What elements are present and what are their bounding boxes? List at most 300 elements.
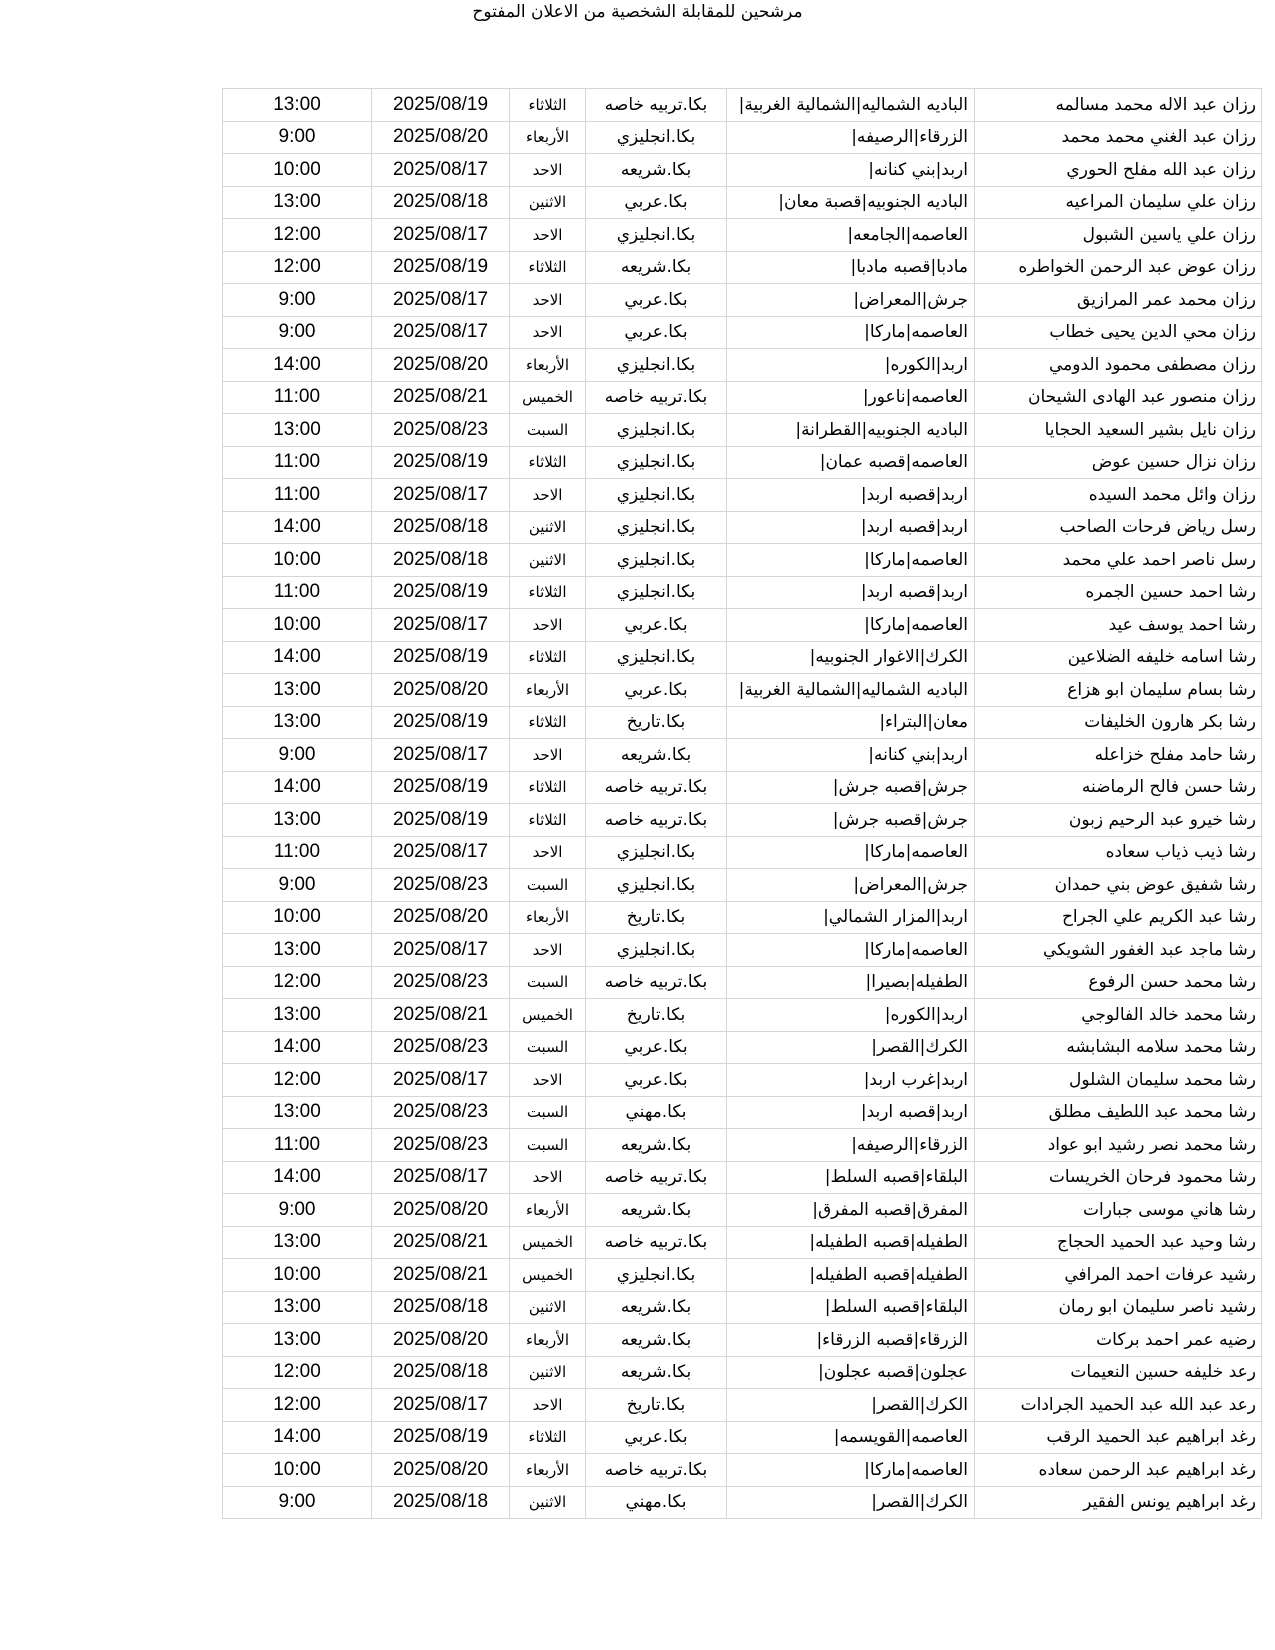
interview-date: 2025/08/21 [372,999,510,1032]
candidate-specialization: بكا.تربيه خاصه [586,89,727,122]
table-row [223,1194,1262,1227]
interview-day: الاثنين [510,544,586,577]
candidate-specialization: بكا.شريعه [586,1324,727,1357]
candidate-name: رزان علي ياسين الشبول [975,219,1262,252]
candidate-region: الطفيله|قصبه الطفيله| [727,1226,975,1259]
candidate-region: الباديه الجنوبيه|القطرانة| [727,414,975,447]
interview-time: 10:00 [223,154,372,187]
candidate-specialization: بكا.عربي [586,316,727,349]
candidate-region: الطفيله|بصيرا| [727,966,975,999]
interview-date: 2025/08/18 [372,1486,510,1519]
interview-date: 2025/08/19 [372,89,510,122]
interview-time: 11:00 [223,381,372,414]
interview-date: 2025/08/19 [372,576,510,609]
table-row [223,1356,1262,1389]
interview-time: 14:00 [223,511,372,544]
candidate-region: البلقاء|قصبه السلط| [727,1161,975,1194]
candidate-specialization: بكا.انجليزي [586,446,727,479]
candidate-name: رشا خيرو عبد الرحيم زبون [975,804,1262,837]
candidate-region: الكرك|القصر| [727,1389,975,1422]
table-row [223,349,1262,382]
table-row [223,1096,1262,1129]
candidate-name: رشا بسام سليمان ابو هزاع [975,674,1262,707]
candidate-region: العاصمه|ماركا| [727,544,975,577]
interview-day: الأربعاء [510,1454,586,1487]
candidate-name: رشا محمد سليمان الشلول [975,1064,1262,1097]
table-row [223,1389,1262,1422]
table-row [223,446,1262,479]
candidate-name: رعد عبد الله عبد الحميد الجرادات [975,1389,1262,1422]
candidate-name: رزان مصطفى محمود الدومي [975,349,1262,382]
table-row [223,316,1262,349]
interview-time: 12:00 [223,966,372,999]
interview-date: 2025/08/19 [372,446,510,479]
candidate-specialization: بكا.انجليزي [586,1259,727,1292]
candidate-region: اربد|قصبه اربد| [727,511,975,544]
candidate-region: العاصمه|القويسمه| [727,1421,975,1454]
candidate-specialization: بكا.انجليزي [586,544,727,577]
interview-time: 13:00 [223,804,372,837]
candidate-region: العاصمه|ماركا| [727,934,975,967]
table-row [223,251,1262,284]
candidate-region: الباديه الجنوبيه|قصبة معان| [727,186,975,219]
candidate-name: رسل ناصر احمد علي محمد [975,544,1262,577]
candidate-region: اربد|بني كنانه| [727,739,975,772]
interview-time: 10:00 [223,544,372,577]
candidate-specialization: بكا.عربي [586,1421,727,1454]
interview-date: 2025/08/23 [372,966,510,999]
interview-date: 2025/08/20 [372,1324,510,1357]
interview-date: 2025/08/23 [372,1096,510,1129]
interview-time: 11:00 [223,446,372,479]
table-row [223,836,1262,869]
candidate-specialization: بكا.انجليزي [586,869,727,902]
candidate-name: رشا وحيد عبد الحميد الحجاج [975,1226,1262,1259]
table-row [223,869,1262,902]
interview-day: الاثنين [510,1291,586,1324]
candidate-specialization: بكا.عربي [586,1031,727,1064]
candidate-region: اربد|قصبه اربد| [727,576,975,609]
candidate-name: رزان محي الدين يحيى خطاب [975,316,1262,349]
interview-time: 9:00 [223,316,372,349]
candidate-name: رشا بكر هارون الخليفات [975,706,1262,739]
candidate-specialization: بكا.شريعه [586,1129,727,1162]
candidate-specialization: بكا.تربيه خاصه [586,771,727,804]
interview-day: الخميس [510,381,586,414]
interview-date: 2025/08/17 [372,284,510,317]
interview-time: 10:00 [223,901,372,934]
interview-time: 11:00 [223,479,372,512]
interview-time: 9:00 [223,739,372,772]
interview-day: الأربعاء [510,121,586,154]
interview-day: السبت [510,1096,586,1129]
table-row [223,1129,1262,1162]
interview-date: 2025/08/17 [372,1064,510,1097]
interview-time: 9:00 [223,1194,372,1227]
candidate-name: رعد خليفه حسين النعيمات [975,1356,1262,1389]
interview-day: الأربعاء [510,349,586,382]
table-row [223,674,1262,707]
candidate-name: رشا اسامه خليفه الضلاعين [975,641,1262,674]
interview-time: 9:00 [223,869,372,902]
interview-day: الاحد [510,1389,586,1422]
candidate-specialization: بكا.عربي [586,186,727,219]
candidate-region: جرش|المعراض| [727,869,975,902]
interview-day: السبت [510,1031,586,1064]
candidate-region: البلقاء|قصبه السلط| [727,1291,975,1324]
interview-time: 13:00 [223,1291,372,1324]
candidate-region: العاصمه|ناعور| [727,381,975,414]
table-row [223,576,1262,609]
candidate-name: رشا احمد حسين الجمره [975,576,1262,609]
candidate-region: الباديه الشماليه|الشمالية الغربية| [727,674,975,707]
candidate-region: جرش|المعراض| [727,284,975,317]
candidate-region: اربد|المزار الشمالي| [727,901,975,934]
candidate-name: رزان علي سليمان المراعيه [975,186,1262,219]
interview-date: 2025/08/19 [372,1421,510,1454]
interview-day: الاثنين [510,186,586,219]
interview-day: الثلاثاء [510,576,586,609]
candidate-name: رزان عوض عبد الرحمن الخواطره [975,251,1262,284]
candidate-name: رشا محمد سلامه البشابشه [975,1031,1262,1064]
interview-date: 2025/08/17 [372,836,510,869]
candidate-specialization: بكا.شريعه [586,251,727,284]
candidate-region: عجلون|قصبه عجلون| [727,1356,975,1389]
table-row [223,121,1262,154]
interview-day: الثلاثاء [510,771,586,804]
interview-date: 2025/08/17 [372,154,510,187]
candidate-region: العاصمه|الجامعه| [727,219,975,252]
candidate-region: جرش|قصبه جرش| [727,804,975,837]
interview-date: 2025/08/18 [372,544,510,577]
interview-date: 2025/08/17 [372,479,510,512]
interview-day: الاحد [510,739,586,772]
page-title: مرشحين للمقابلة الشخصية من الاعلان المفتوح [472,2,803,22]
interview-date: 2025/08/19 [372,251,510,284]
table-row [223,706,1262,739]
interview-time: 12:00 [223,219,372,252]
interview-day: الاحد [510,609,586,642]
interview-day: السبت [510,1129,586,1162]
table-row [223,641,1262,674]
candidate-region: الزرقاء|الرصيفه| [727,121,975,154]
table-row [223,609,1262,642]
interview-day: الاحد [510,284,586,317]
candidate-region: الزرقاء|الرصيفه| [727,1129,975,1162]
candidate-region: الكرك|القصر| [727,1031,975,1064]
interview-date: 2025/08/18 [372,511,510,544]
candidate-region: اربد|قصبه اربد| [727,479,975,512]
interview-time: 13:00 [223,186,372,219]
interview-time: 12:00 [223,1356,372,1389]
candidate-specialization: بكا.شريعه [586,739,727,772]
interview-day: الاحد [510,1161,586,1194]
candidate-specialization: بكا.تاريخ [586,706,727,739]
interview-day: الاحد [510,934,586,967]
candidate-name: رشا محمد نصر رشيد ابو عواد [975,1129,1262,1162]
candidate-specialization: بكا.مهني [586,1486,727,1519]
candidate-name: رزان وائل محمد السيده [975,479,1262,512]
candidate-specialization: بكا.انجليزي [586,836,727,869]
candidate-name: رزان عبد الله مفلح الحوري [975,154,1262,187]
interview-date: 2025/08/20 [372,1194,510,1227]
candidates-table [222,88,1262,1519]
candidate-name: رزان محمد عمر المرازيق [975,284,1262,317]
table-row [223,414,1262,447]
candidate-specialization: بكا.شريعه [586,1356,727,1389]
interview-day: الاحد [510,154,586,187]
candidate-region: اربد|بني كنانه| [727,154,975,187]
candidate-specialization: بكا.انجليزي [586,414,727,447]
interview-time: 13:00 [223,1324,372,1357]
interview-time: 13:00 [223,414,372,447]
candidate-specialization: بكا.عربي [586,609,727,642]
candidate-region: جرش|قصبه جرش| [727,771,975,804]
candidate-name: رشا محمد حسن الرفوع [975,966,1262,999]
candidate-specialization: بكا.انجليزي [586,641,727,674]
interview-time: 14:00 [223,349,372,382]
interview-time: 13:00 [223,934,372,967]
candidate-name: رزان عبد الاله محمد مسالمه [975,89,1262,122]
candidate-specialization: بكا.تاريخ [586,999,727,1032]
interview-time: 14:00 [223,1031,372,1064]
interview-time: 9:00 [223,1486,372,1519]
candidate-region: اربد|غرب اربد| [727,1064,975,1097]
table-row [223,1031,1262,1064]
interview-time: 13:00 [223,706,372,739]
table-row [223,934,1262,967]
candidate-region: الباديه الشماليه|الشمالية الغربية| [727,89,975,122]
candidate-region: العاصمه|ماركا| [727,1454,975,1487]
candidate-name: رسل رياض فرحات الصاحب [975,511,1262,544]
candidate-name: رزان منصور عبد الهادى الشيحان [975,381,1262,414]
interview-time: 14:00 [223,1421,372,1454]
interview-day: الثلاثاء [510,446,586,479]
interview-date: 2025/08/20 [372,121,510,154]
candidate-specialization: بكا.عربي [586,284,727,317]
interview-date: 2025/08/17 [372,219,510,252]
candidate-specialization: بكا.تربيه خاصه [586,1226,727,1259]
candidate-specialization: بكا.تربيه خاصه [586,966,727,999]
interview-time: 11:00 [223,836,372,869]
candidate-specialization: بكا.تربيه خاصه [586,1454,727,1487]
candidate-specialization: بكا.شريعه [586,1291,727,1324]
interview-date: 2025/08/19 [372,641,510,674]
interview-day: الأربعاء [510,901,586,934]
table-row [223,1064,1262,1097]
table-row [223,1259,1262,1292]
candidate-specialization: بكا.مهني [586,1096,727,1129]
interview-day: الأربعاء [510,1324,586,1357]
candidate-name: رشا عبد الكريم علي الجراح [975,901,1262,934]
table-row [223,284,1262,317]
table-row [223,219,1262,252]
interview-date: 2025/08/20 [372,674,510,707]
table-row [223,901,1262,934]
interview-date: 2025/08/17 [372,1389,510,1422]
candidate-region: معان|البتراء| [727,706,975,739]
interview-date: 2025/08/20 [372,349,510,382]
candidate-name: رشا محمد عبد اللطيف مطلق [975,1096,1262,1129]
interview-date: 2025/08/17 [372,609,510,642]
interview-time: 14:00 [223,1161,372,1194]
interview-date: 2025/08/18 [372,186,510,219]
interview-date: 2025/08/23 [372,1031,510,1064]
interview-day: الثلاثاء [510,804,586,837]
table-row [223,966,1262,999]
interview-date: 2025/08/17 [372,316,510,349]
interview-time: 10:00 [223,609,372,642]
candidate-region: اربد|الكوره| [727,349,975,382]
candidate-name: رشا محمد خالد الفالوجي [975,999,1262,1032]
candidate-region: الزرقاء|قصبه الزرقاء| [727,1324,975,1357]
interview-day: الاحد [510,836,586,869]
table-row [223,1486,1262,1519]
candidate-region: مادبا|قصبه مادبا| [727,251,975,284]
interview-date: 2025/08/23 [372,869,510,902]
interview-date: 2025/08/17 [372,1161,510,1194]
interview-date: 2025/08/23 [372,1129,510,1162]
interview-day: السبت [510,869,586,902]
candidate-name: رغد ابراهيم يونس الفقير [975,1486,1262,1519]
candidate-specialization: بكا.تاريخ [586,901,727,934]
candidate-specialization: بكا.تاريخ [586,1389,727,1422]
interview-day: الأربعاء [510,674,586,707]
interview-date: 2025/08/20 [372,901,510,934]
interview-day: الثلاثاء [510,89,586,122]
interview-day: الخميس [510,1226,586,1259]
candidate-region: العاصمه|ماركا| [727,609,975,642]
candidate-name: رغد ابراهيم عبد الحميد الرقب [975,1421,1262,1454]
interview-date: 2025/08/19 [372,771,510,804]
interview-day: الأربعاء [510,1194,586,1227]
interview-day: الخميس [510,999,586,1032]
interview-time: 11:00 [223,1129,372,1162]
candidate-name: رشا هاني موسى جبارات [975,1194,1262,1227]
interview-day: الاحد [510,479,586,512]
interview-time: 13:00 [223,1096,372,1129]
candidate-name: رزان نزال حسين عوض [975,446,1262,479]
candidate-specialization: بكا.انجليزي [586,934,727,967]
table-row [223,479,1262,512]
interview-day: الاثنين [510,511,586,544]
candidate-name: رزان عبد الغني محمد محمد [975,121,1262,154]
interview-day: الثلاثاء [510,1421,586,1454]
interview-date: 2025/08/19 [372,804,510,837]
interview-time: 13:00 [223,999,372,1032]
candidate-specialization: بكا.انجليزي [586,576,727,609]
table-row [223,739,1262,772]
table-row [223,381,1262,414]
candidate-specialization: بكا.انجليزي [586,511,727,544]
interview-date: 2025/08/18 [372,1291,510,1324]
candidate-specialization: بكا.عربي [586,1064,727,1097]
interview-time: 14:00 [223,771,372,804]
interview-date: 2025/08/21 [372,1226,510,1259]
candidate-name: رشا محمود فرحان الخريسات [975,1161,1262,1194]
candidate-region: اربد|قصبه اربد| [727,1096,975,1129]
interview-time: 12:00 [223,251,372,284]
table-row [223,511,1262,544]
candidate-name: رشا حسن فالح الرماضنه [975,771,1262,804]
candidate-specialization: بكا.شريعه [586,154,727,187]
candidate-specialization: بكا.انجليزي [586,121,727,154]
candidate-specialization: بكا.شريعه [586,1194,727,1227]
candidate-region: العاصمه|قصبه عمان| [727,446,975,479]
candidate-region: الطفيله|قصبه الطفيله| [727,1259,975,1292]
table-row [223,89,1262,122]
candidate-region: العاصمه|ماركا| [727,836,975,869]
candidate-name: رشيد ناصر سليمان ابو رمان [975,1291,1262,1324]
interview-day: الثلاثاء [510,251,586,284]
candidate-name: رشا احمد يوسف عيد [975,609,1262,642]
candidate-specialization: بكا.تربيه خاصه [586,1161,727,1194]
candidate-name: رشا ماجد عبد الغفور الشويكي [975,934,1262,967]
candidate-name: رزان نايل بشير السعيد الحجايا [975,414,1262,447]
interview-date: 2025/08/17 [372,934,510,967]
interview-day: السبت [510,414,586,447]
candidate-name: رشا شفيق عوض بني حمدان [975,869,1262,902]
interview-day: الثلاثاء [510,641,586,674]
candidate-specialization: بكا.تربيه خاصه [586,804,727,837]
interview-date: 2025/08/17 [372,739,510,772]
interview-day: الاحد [510,316,586,349]
interview-time: 12:00 [223,1389,372,1422]
interview-date: 2025/08/21 [372,381,510,414]
interview-time: 10:00 [223,1454,372,1487]
interview-day: الثلاثاء [510,706,586,739]
interview-day: السبت [510,966,586,999]
candidate-region: الكرك|الاغوار الجنوبيه| [727,641,975,674]
table-row [223,544,1262,577]
interview-time: 9:00 [223,284,372,317]
table-row [223,1421,1262,1454]
candidate-name: رشيد عرفات احمد المرافي [975,1259,1262,1292]
interview-time: 12:00 [223,1064,372,1097]
interview-time: 14:00 [223,641,372,674]
table-row [223,1324,1262,1357]
candidate-region: العاصمه|ماركا| [727,316,975,349]
table-row [223,999,1262,1032]
table-row [223,186,1262,219]
candidate-name: رغد ابراهيم عبد الرحمن سعاده [975,1454,1262,1487]
candidate-specialization: بكا.انجليزي [586,479,727,512]
table-row [223,1291,1262,1324]
interview-time: 10:00 [223,1259,372,1292]
table-row [223,771,1262,804]
interview-day: الاحد [510,219,586,252]
interview-time: 13:00 [223,1226,372,1259]
interview-time: 13:00 [223,89,372,122]
interview-date: 2025/08/23 [372,414,510,447]
candidate-specialization: بكا.عربي [586,674,727,707]
interview-date: 2025/08/21 [372,1259,510,1292]
candidate-region: الكرك|القصر| [727,1486,975,1519]
table-row [223,804,1262,837]
candidate-specialization: بكا.تربيه خاصه [586,381,727,414]
interview-day: الاثنين [510,1356,586,1389]
candidate-name: رشا ذيب ذياب سعاده [975,836,1262,869]
interview-time: 13:00 [223,674,372,707]
candidates-table-body [223,89,1262,1519]
candidate-specialization: بكا.انجليزي [586,219,727,252]
interview-date: 2025/08/19 [372,706,510,739]
interview-day: الاحد [510,1064,586,1097]
table-row [223,1226,1262,1259]
interview-date: 2025/08/20 [372,1454,510,1487]
candidate-region: المفرق|قصبه المفرق| [727,1194,975,1227]
table-row [223,154,1262,187]
